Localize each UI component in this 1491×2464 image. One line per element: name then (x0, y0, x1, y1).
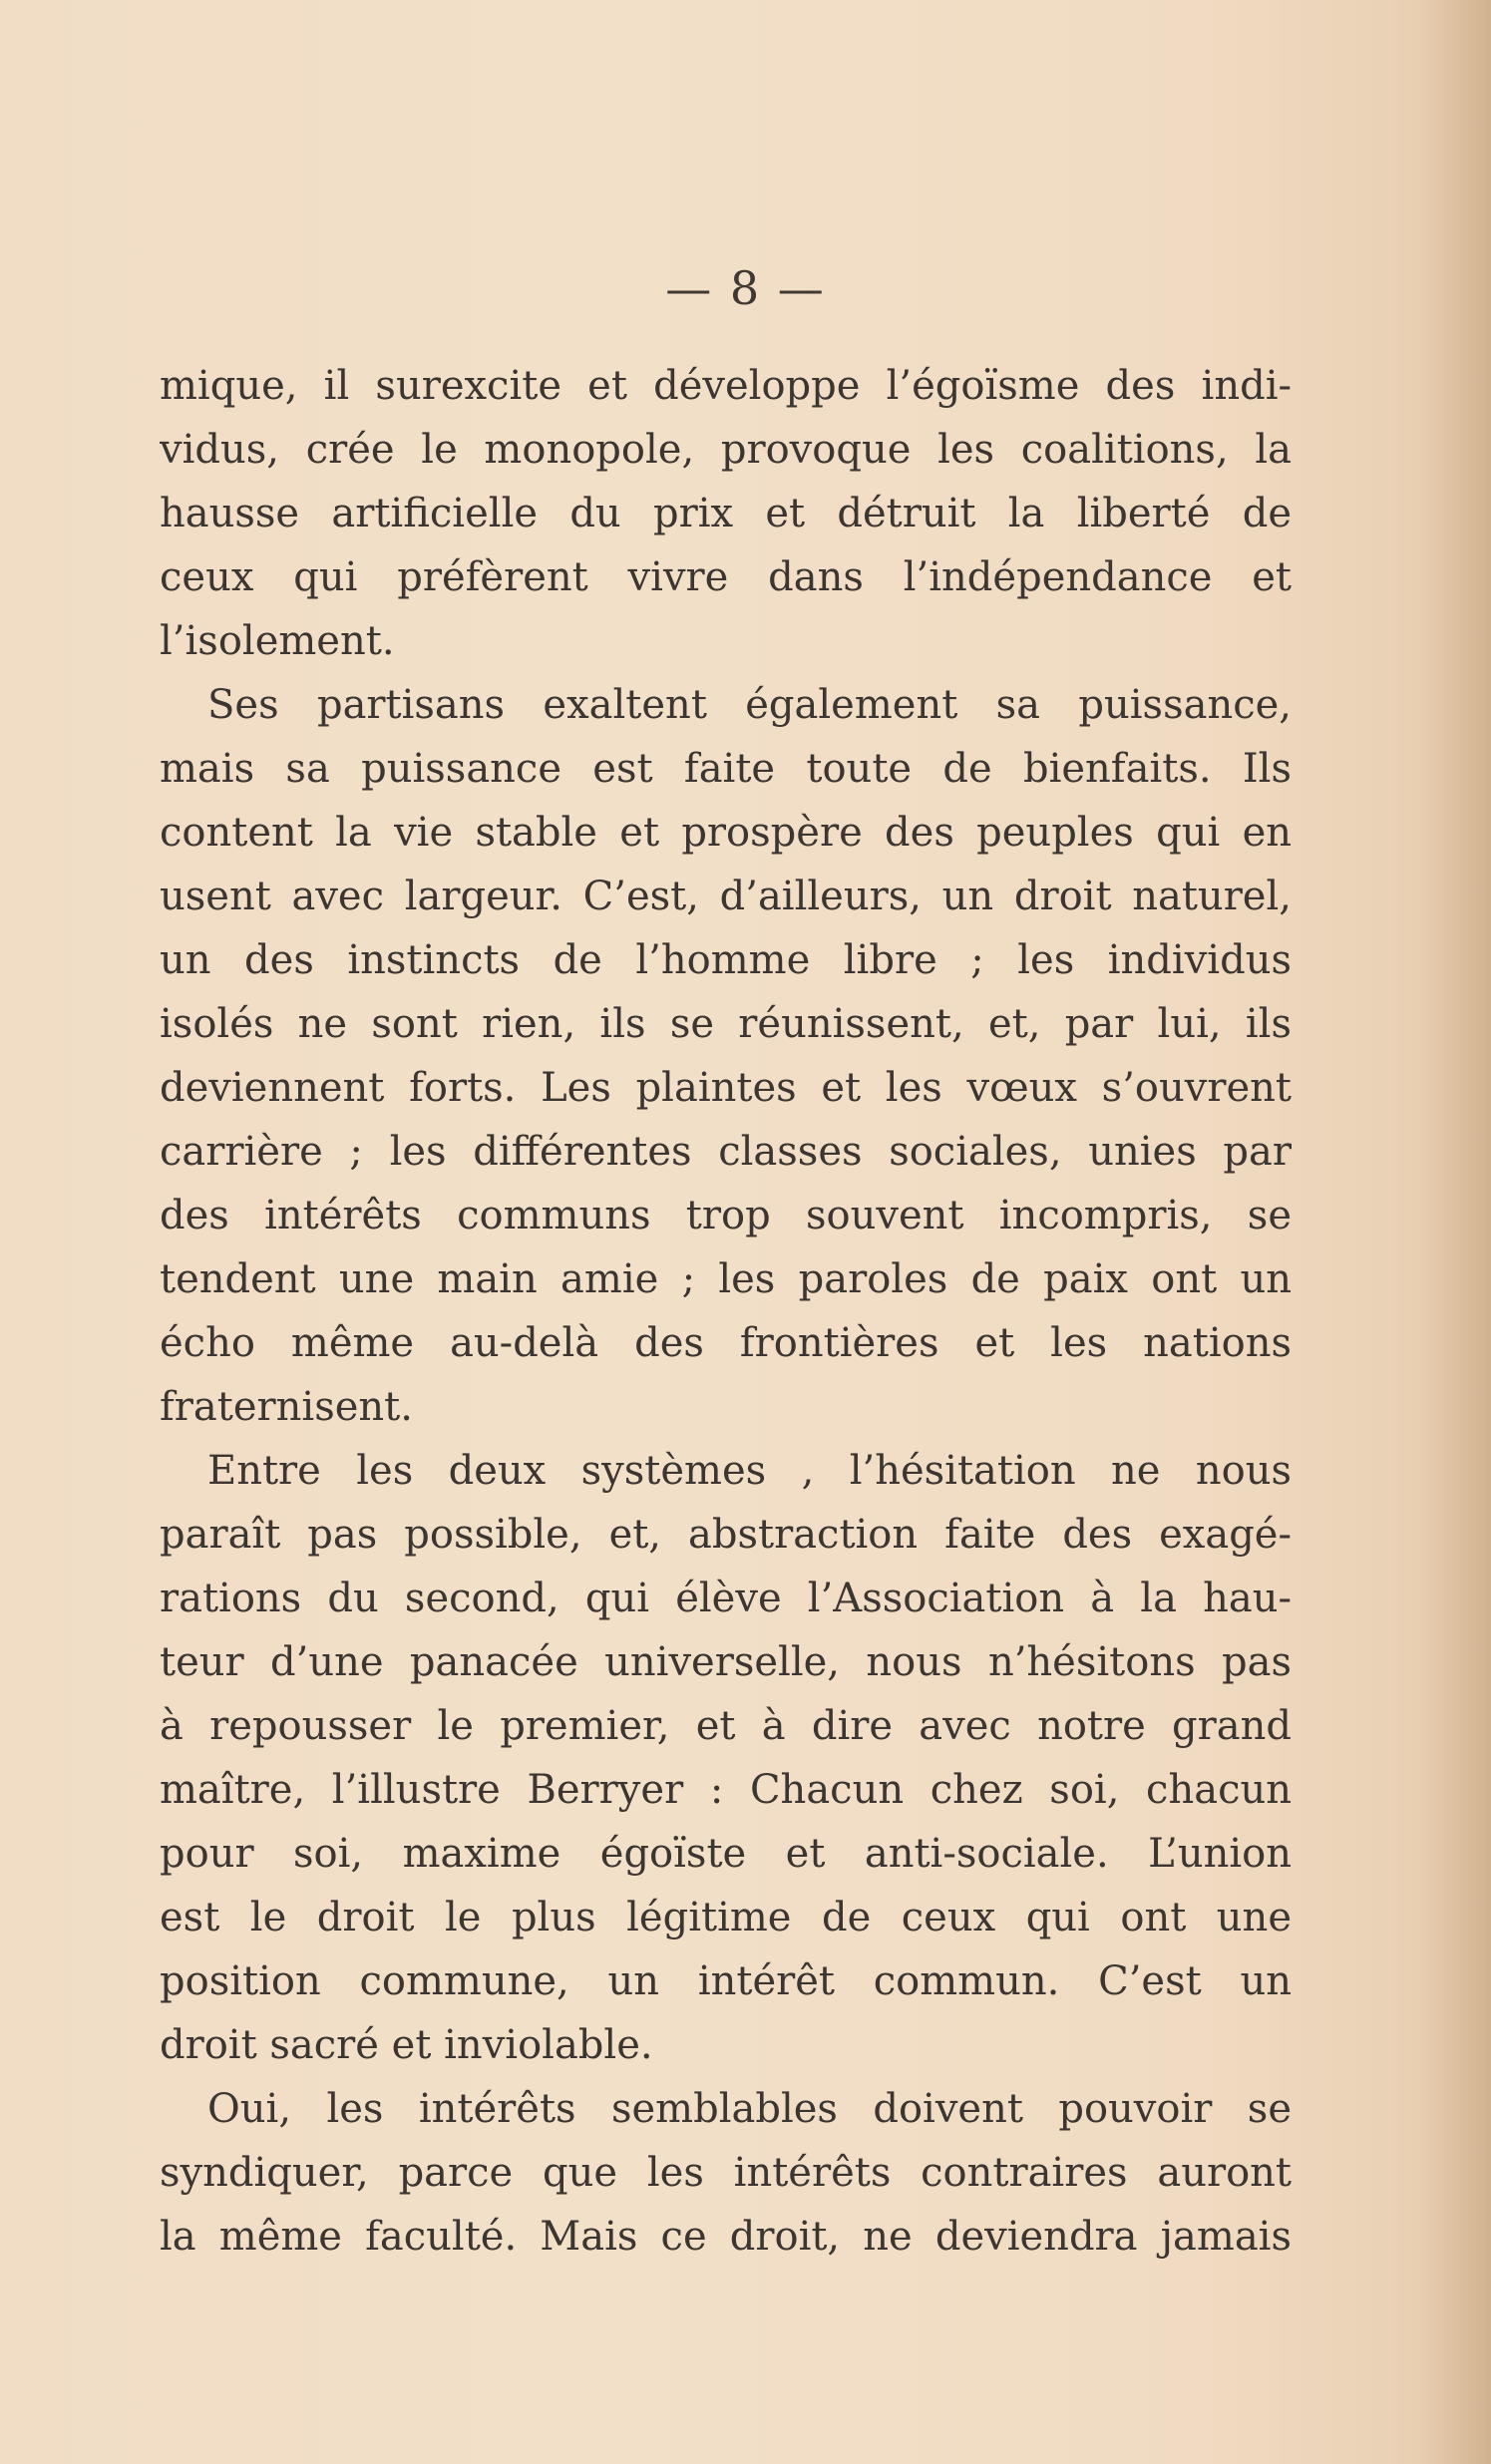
text-line: carrière ; les différentes classes sociales, unies par (160, 1129, 1292, 1175)
text-line: est le droit le plus légitime de ceux qui ont une (160, 1895, 1292, 1940)
text-line: deviennent forts. Les plaintes et les vœux s’ouvrent (160, 1065, 1292, 1111)
text-line: teur d’une panacée universelle, nous n’hésitons pas (160, 1639, 1292, 1685)
text-line: à repousser le premier, et à dire avec notre grand (160, 1703, 1292, 1749)
text-line: mique, il surexcite et développe l’égoïsme des indi- (160, 363, 1292, 409)
body-text (160, 354, 1292, 2269)
text-line: syndiquer, parce que les intérêts contraires auront (160, 2150, 1292, 2196)
text-line: paraît pas possible, et, abstraction faite des exagé- (160, 1512, 1292, 1558)
paragraph (160, 354, 1292, 673)
paragraph (160, 2077, 1292, 2269)
text-line: ceux qui préfèrent vivre dans l’indépendance et (160, 554, 1292, 600)
text-line: la même faculté. Mais ce droit, ne deviendra jamais (160, 2214, 1292, 2260)
text-line: écho même au-delà des frontières et les nations (160, 1320, 1292, 1366)
text-line: hausse artificielle du prix et détruit la liberté de (160, 491, 1292, 536)
paragraph (160, 673, 1292, 1439)
text-line: pour soi, maxime égoïste et anti-sociale. L’union (160, 1831, 1292, 1877)
text-line: mais sa puissance est faite toute de bienfaits. Ils (160, 746, 1292, 792)
text-line: Oui, les intérêts semblables doivent pouvoir se (207, 2086, 1292, 2132)
text-line: usent avec largeur. C’est, d’ailleurs, un droit naturel, (160, 874, 1292, 919)
text-line: isolés ne sont rien, ils se réunissent, et, par lui, ils (160, 1001, 1292, 1047)
page-edge-shadow (1421, 0, 1491, 2464)
text-line: rations du second, qui élève l’Association à la hau- (160, 1576, 1292, 1621)
text-line: content la vie stable et prospère des peuples qui en (160, 810, 1292, 856)
text-line: droit sacré et inviolable. (160, 2022, 653, 2068)
text-line: vidus, crée le monopole, provoque les coalitions, la (160, 427, 1292, 473)
page-number: — 8 — (665, 261, 826, 315)
text-line: un des instincts de l’homme libre ; les individus (160, 937, 1292, 983)
text-line: l’isolement. (160, 618, 395, 664)
text-line: des intérêts communs trop souvent incompris, se (160, 1193, 1292, 1238)
text-line: Entre les deux systèmes , l’hésitation ne nous (207, 1448, 1292, 1494)
text-line: fraternisent. (160, 1384, 413, 1430)
text-line: tendent une main amie ; les paroles de paix ont un (160, 1256, 1292, 1302)
text-line: maître, l’illustre Berryer : Chacun chez soi, chacun (160, 1767, 1292, 1813)
paragraph (160, 1439, 1292, 2077)
text-line: Ses partisans exaltent également sa puissance, (207, 682, 1292, 728)
text-line: position commune, un intérêt commun. C’est un (160, 1958, 1292, 2004)
